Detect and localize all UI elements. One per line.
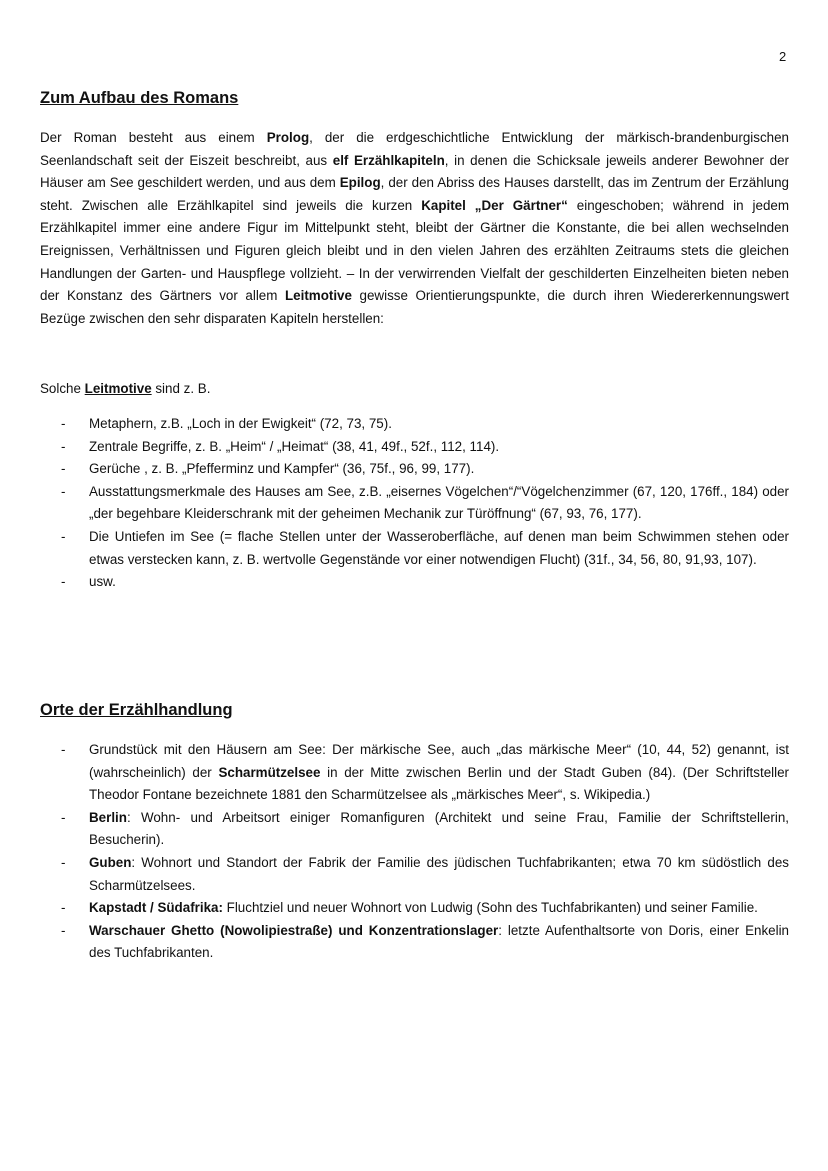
list-item: [40, 571, 789, 594]
text-run: Der Roman besteht aus einem: [40, 130, 267, 145]
text-run: Grundstück mit den Häusern am See: Der märkische See, auch „das märkische Meer“ (10, 44, 52) genannt, ist (wahrscheinlich) der: [89, 742, 789, 780]
text-run: Solche: [40, 381, 85, 396]
text-run: eingeschoben; während in jedem Erzählkapitel immer eine andere Figur im Mittelpunkt steht, bleibt der Gärtner die Konstante, die bei allen wechselnden Ereignissen, Verhältnissen und Figuren gleich bleibt und in den vielen Jahren des erzählten Zeitraums stets die gleichen Handlungen der Garten- und Hauspflege vollzieht. – In der verwirrenden Vielfalt der geschilderten Einzelheiten bieten neben der Konstanz des Gärtners vor allem: [40, 197, 789, 304]
text-run: in der Mitte zwischen Berlin und der Stadt Guben (84). (Der Schriftsteller Theodor Fontane bezeichnete 1881 den Scharmützelsee als „märkisches Meer“, s. Wikipedia.): [89, 764, 789, 803]
list-item: [40, 920, 789, 965]
bold-text: Prolog: [266, 130, 310, 145]
list-item: [40, 739, 789, 807]
bold-text: Epilog: [339, 175, 381, 191]
list-item: [40, 458, 789, 481]
text-run: sind z. B.: [151, 381, 211, 396]
list-item: [40, 526, 789, 571]
bullet-dash: -: [61, 574, 66, 590]
bold-text: Berlin: [89, 809, 127, 825]
text-run: : Wohnort und Standort der Fabrik der Familie des jüdischen Tuchfabrikanten; etwa 70 km südöstlich des Scharmützelsees.: [89, 854, 789, 893]
text-run: usw.: [89, 574, 116, 590]
text-run: Fluchtziel und neuer Wohnort von Ludwig (Sohn des Tuchfabrikanten) und seiner Familie.: [222, 900, 758, 916]
list-item: [40, 481, 789, 526]
text-run: gewisse Orientierungspunkte, die durch ihren Wiedererkennungswert Bezüge zwischen den sehr disparaten Kapiteln herstellen:: [40, 288, 789, 326]
bullet-dash: -: [61, 922, 66, 938]
aufbau-paragraph: [40, 127, 789, 330]
list-item: [40, 897, 789, 920]
bullet-dash: -: [61, 438, 66, 454]
leitmotive-intro: [40, 378, 789, 401]
text-run: Gerüche , z. B. „Pfefferminz und Kampfer“ (36, 75f., 96, 99, 177).: [89, 461, 475, 477]
orte-list: [40, 739, 789, 965]
list-item: [40, 413, 789, 436]
bullet-dash: -: [61, 416, 66, 431]
bullet-dash: -: [61, 483, 66, 499]
bullet-dash: -: [61, 900, 66, 916]
bullet-dash: -: [61, 528, 66, 544]
text-run: : letzte Aufenthaltsorte von Doris, einer Enkelin des Tuchfabrikanten.: [89, 922, 789, 961]
bold-text: Warschauer Ghetto (Nowolipiestraße) und Konzentrationslager: [89, 922, 499, 938]
bullet-dash: -: [61, 461, 66, 477]
text-run: Metaphern, z.B. „Loch in der Ewigkeit“ (72, 73, 75).: [89, 416, 392, 431]
bold-text: Kapitel „Der Gärtner“: [421, 197, 568, 213]
text-run: , der die erdgeschichtliche Entwicklung der märkisch-brandenburgischen Seenlandschaft seit der Eiszeit beschreibt, aus: [40, 130, 789, 168]
text-run: , in denen die Schicksale jeweils anderer Bewohner der Häuser am See geschildert werden, und aus dem: [40, 152, 789, 191]
page-number: 2: [779, 49, 787, 64]
list-item: [40, 807, 789, 852]
bold-text: Guben: [89, 854, 132, 870]
bold-text: Leitmotive: [84, 381, 152, 396]
list-item: [40, 852, 789, 897]
bold-text: Leitmotive: [284, 288, 352, 304]
bullet-dash: -: [61, 742, 66, 757]
leitmotive-list: [40, 413, 789, 594]
text-run: , der den Abriss des Hauses darstellt, das im Zentrum der Erzählung steht. Zwischen alle Erzählkapitel sind jeweils die kurzen: [40, 175, 789, 213]
list-item: [40, 436, 789, 459]
text-run: Ausstattungsmerkmale des Hauses am See, z.B. „eisernes Vögelchen“/“Vögelchenzimmer (67, 120, 176ff., 184) oder „der begehbare Kleiderschrank mit der geheimen Mechanik zur Türöffnung“ (67, 93, 76, 177).: [89, 483, 789, 522]
bullet-dash: -: [61, 854, 66, 870]
bold-text: Scharmützelsee: [218, 764, 321, 780]
bullet-dash: -: [61, 809, 66, 825]
section-heading-orte: Orte der Erzählhandlung: [40, 701, 233, 719]
text-run: Die Untiefen im See (= flache Stellen unter der Wasseroberfläche, auf denen man beim Schwimmen stehen oder etwas verstecken kann, z. B. wertvolle Gegenstände vor einer notwendigen Flucht) (31f., 34, 56, 80, 91,93, 107).: [89, 528, 789, 567]
bold-text: Kapstadt / Südafrika:: [89, 900, 223, 916]
text-run: Zentrale Begriffe, z. B. „Heim“ / „Heimat“ (38, 41, 49f., 52f., 112, 114).: [89, 438, 500, 454]
section-heading-aufbau: Zum Aufbau des Romans: [40, 89, 239, 107]
bold-text: elf Erzählkapiteln: [332, 152, 445, 168]
text-run: : Wohn- und Arbeitsort einiger Romanfiguren (Architekt und seine Frau, Familie der Schriftstellerin, Besucherin).: [89, 809, 789, 848]
